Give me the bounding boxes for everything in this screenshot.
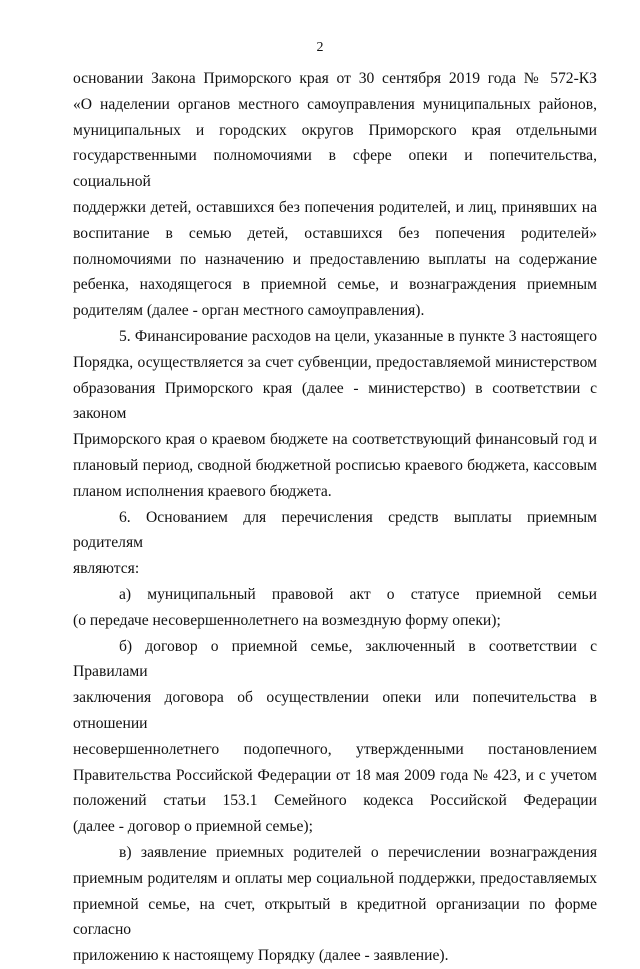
paragraph-5-first-line: 5. Финансирование расходов на цели, указанные в пункте 3 настоящего xyxy=(119,327,597,345)
text-line: полномочиями по назначению и предоставлению выплаты на содержание xyxy=(73,250,597,268)
text-line: планом исполнения краевого бюджета. xyxy=(73,482,332,500)
text-line: ребенка, находящегося в приемной семье, и вознаграждения приемным xyxy=(73,276,597,294)
text-line: несовершеннолетнего подопечного, утвержденными постановлением xyxy=(73,740,597,758)
text-line: являются: xyxy=(73,560,140,578)
text-line: воспитание в семью детей, оставшихся без попечения родителей» xyxy=(73,224,597,242)
text-line: государственными полномочиями в сфере опеки и попечительства, социальной xyxy=(73,147,597,191)
text-line: положений статьи 153.1 Семейного кодекса Российской Федерации xyxy=(73,792,597,810)
text-line: приемной семье, на счет, открытый в кредитной организации по форме согласно xyxy=(73,895,597,939)
text-line: Приморского края о краевом бюджете на соответствующий финансовый год и xyxy=(73,431,597,449)
text-line: поддержки детей, оставшихся без попечения родителей, и лиц, принявших на xyxy=(73,198,597,216)
item-v-first-line: в) заявление приемных родителей о перечислении вознаграждения xyxy=(119,843,597,861)
text-line: «О наделении органов местного самоуправления муниципальных районов, xyxy=(73,95,597,113)
text-line: Порядка, осуществляется за счет субвенции, предоставляемой министерством xyxy=(73,353,597,371)
item-b-first-line: б) договор о приемной семье, заключенный в соответствии с Правилами xyxy=(73,637,597,681)
text-line: образования Приморского края (далее - министерство) в соответствии с законом xyxy=(73,379,597,423)
text-line: приемным родителям и оплаты мер социальной поддержки, предоставляемых xyxy=(73,869,597,887)
text-line: муниципальных и городских округов Приморского края отдельными xyxy=(73,121,597,139)
page-number: 2 xyxy=(316,40,324,55)
text-line: плановый период, сводной бюджетной росписью краевого бюджета, кассовым xyxy=(73,456,597,474)
item-a-first-line: а) муниципальный правовой акт о статусе приемной семьи xyxy=(119,585,597,603)
text-line: (о передаче несовершеннолетнего на возмездную форму опеки); xyxy=(73,611,501,629)
text-line: заключения договора об осуществлении опеки или попечительства в отношении xyxy=(73,689,597,732)
text-line: приложению к настоящему Порядку (далее - заявление). xyxy=(73,947,449,965)
document-body xyxy=(73,66,597,969)
text-line: Правительства Российской Федерации от 18 мая 2009 года № 423, и с учетом xyxy=(73,766,597,784)
text-line: (далее - договор о приемной семье); xyxy=(73,818,313,836)
paragraph-6-first-line: 6. Основанием для перечисления средств выплаты приемным родителям xyxy=(73,508,597,552)
text-line: родителям (далее - орган местного самоуправления). xyxy=(73,302,425,320)
text-line: основании Закона Приморского края от 30 сентября 2019 года № 572-КЗ xyxy=(73,70,597,87)
